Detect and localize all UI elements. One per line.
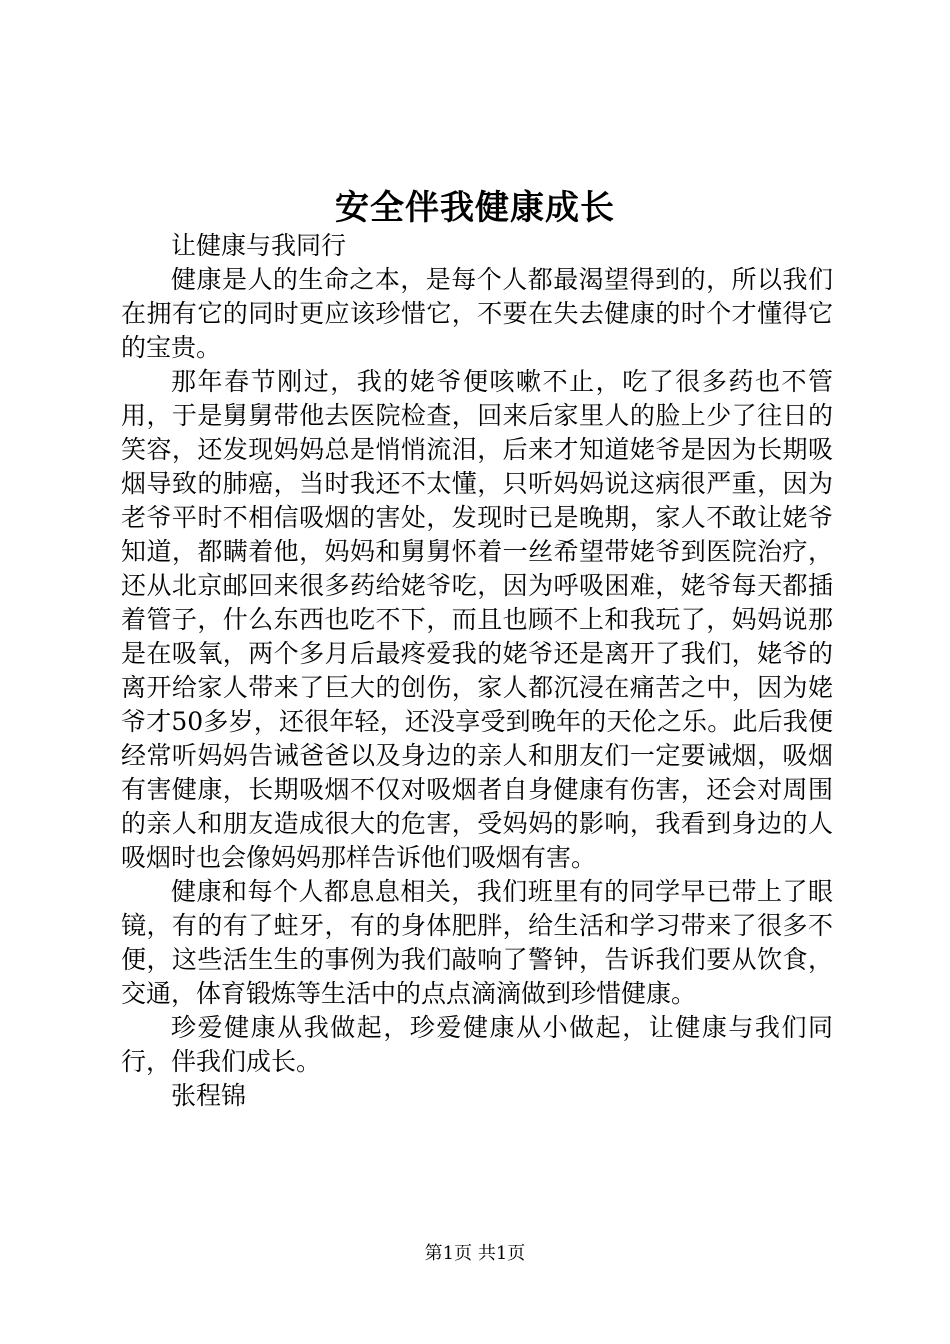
- paragraph-intro: 健康是人的生命之本，是每个人都最渴望得到的，所以我们在拥有它的同时更应该珍惜它，不要在失去健康的时个才懂得它的宝贵。: [121, 265, 833, 362]
- page-footer: 第1页 共1页: [424, 1243, 526, 1264]
- document-title: 安全伴我健康成长: [335, 188, 615, 228]
- paragraph-health: 健康和每个人都息息相关，我们班里有的同学早已带上了眼镜，有的有了蛀牙，有的身体肥胖，给生活和学习带来了很多不便，这些活生生的事例为我们敲响了警钟，告诉我们要从饮食，交通，体育锻炼等生活中的点点滴滴做到珍惜健康。: [121, 877, 833, 1008]
- paragraph-story: 那年春节刚过，我的姥爷便咳嗽不止，吃了很多药也不管用，于是舅舅带他去医院检查，回来后家里人的脸上少了往日的笑容，还发现妈妈总是悄悄流泪，后来才知道姥爷是因为长期吸烟导致的肺癌，当时我还不太懂，只听妈妈说这病很严重，因为老爷平时不相信吸烟的害处，发现时已是晚期，家人不敢让姥爷知道，都瞒着他，妈妈和舅舅怀着一丝希望带姥爷到医院治疗，还从北京邮回来很多药给姥爷吃，因为呼吸困难，姥爷每天都插着管子，什么东西也吃不下，而且也顾不上和我玩了，妈妈说那是在吸氧，两个多月后最疼爱我的姥爷还是离开了我们，姥爷的离开给家人带来了巨大的创伤，家人都沉浸在痛苦之中，因为姥爷才50多岁，还很年轻，还没享受到晚年的天伦之乐。此后我便经常听妈妈告诫爸爸以及身边的亲人和朋友们一定要诫烟，吸烟有害健康，长期吸烟不仅对吸烟者自身健康有伤害，还会对周围的亲人和朋友造成很大的危害，受妈妈的影响，我看到身边的人吸烟时也会像妈妈那样告诉他们吸烟有害。: [121, 367, 833, 872]
- paragraph-subtitle: 让健康与我同行: [171, 231, 347, 260]
- document-body: [121, 229, 833, 1113]
- author-name: 张程锦: [171, 1081, 247, 1110]
- paragraph-closing: 珍爱健康从我做起，珍爱健康从小做起，让健康与我们同行，伴我们成长。: [121, 1013, 833, 1076]
